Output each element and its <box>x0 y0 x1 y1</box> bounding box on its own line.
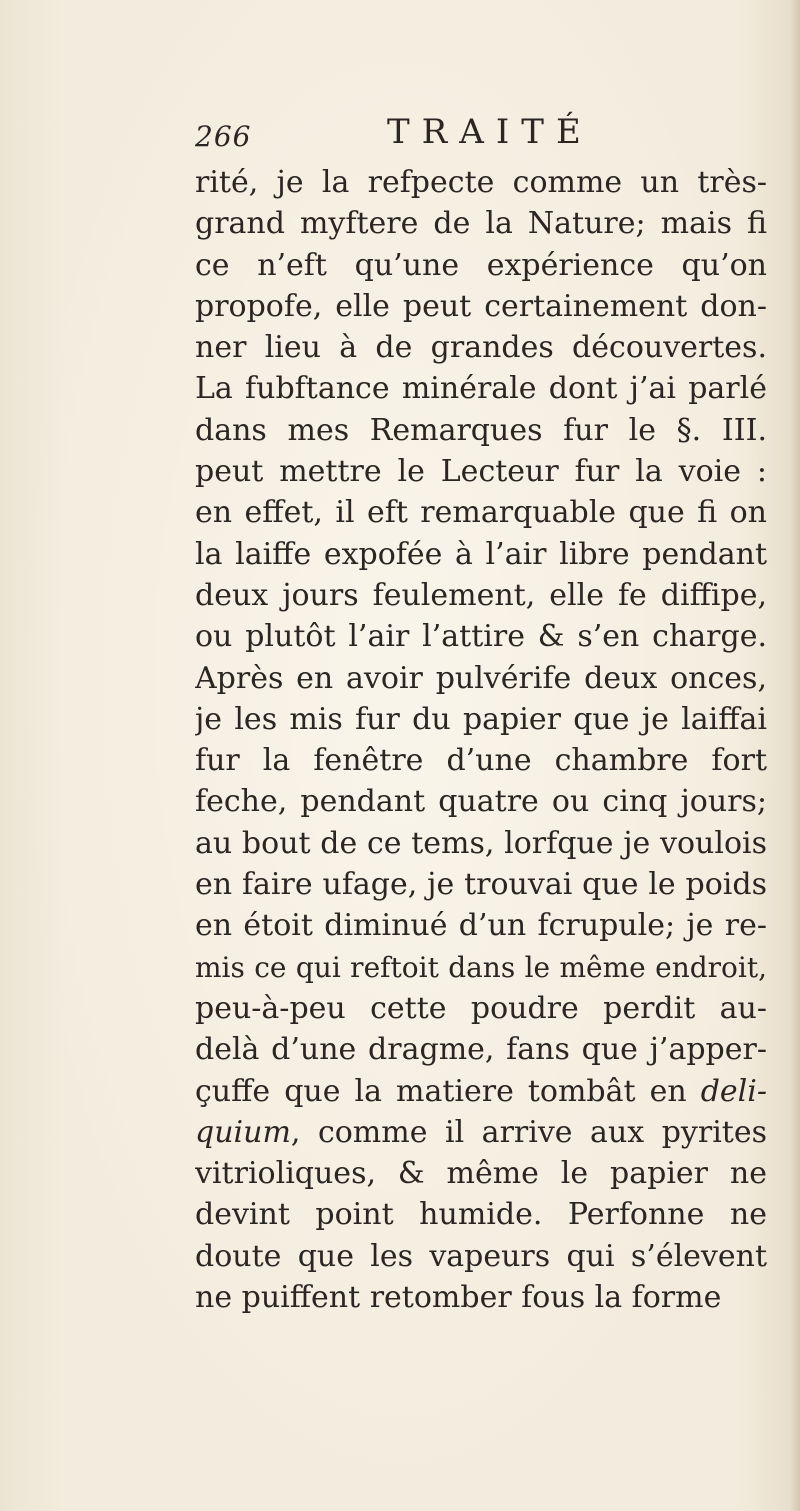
italic-word: quium <box>195 1114 291 1150</box>
text-line: au bout de ce tems, lorfque je voulois <box>195 825 767 861</box>
text-line: rité, je la refpecte comme un très- <box>195 165 767 200</box>
text-line: ce n’eft qu’une expérience qu’on <box>195 247 767 283</box>
text-segment: , comme il arrive aux pyrites <box>290 1114 767 1150</box>
text-line: delà d’une dragme, fans que j’apper- <box>195 1032 767 1068</box>
text-line: ou plutôt l’air l’attire & s’en charge. <box>195 619 767 655</box>
text-line: en faire ufage, je trouvai que le poids <box>195 867 767 903</box>
page-number: 266 <box>195 120 252 153</box>
text-line: Après en avoir pulvérife deux onces, <box>195 660 767 696</box>
text-line: dans mes Remarques fur le §. III. <box>195 412 767 448</box>
text-line: propofe, elle peut certainement don- <box>195 288 767 324</box>
text-line: fur la fenêtre d’une chambre fort <box>195 743 767 779</box>
text-line: ner lieu à de grandes découvertes. <box>195 330 767 366</box>
text-segment: çuffe que la matiere tombât en <box>195 1073 687 1109</box>
text-line: peu-à-peu cette poudre perdit au- <box>195 990 767 1026</box>
page-edge-shadow <box>790 0 800 1511</box>
text-line: en effet, il eft remarquable que fi on <box>195 495 767 531</box>
text-line-with-italic <box>195 1112 767 1153</box>
text-line: mis ce qui reftoit dans le même endroit, <box>195 950 767 984</box>
text-line: en étoit diminué d’un fcrupule; je re- <box>195 908 767 944</box>
text-line: la laiffe expofée à l’air libre pendant <box>195 536 767 572</box>
text-line: devint point humide. Perfonne ne <box>195 1197 767 1233</box>
text-line: La fubftance minérale dont j’ai parlé <box>195 371 767 407</box>
italic-word: deli- <box>700 1073 767 1109</box>
text-line: peut mettre le Lecteur fur la voie : <box>195 454 767 490</box>
text-line: vitrioliques, & même le papier ne <box>195 1156 767 1192</box>
text-line: grand myftere de la Nature; mais fi <box>195 206 767 242</box>
running-head <box>195 112 615 156</box>
text-line: ne puiffent retomber fous la forme <box>195 1280 722 1316</box>
running-title: TRAITÉ <box>387 112 593 152</box>
text-line: deux jours feulement, elle fe diffipe, <box>195 577 767 613</box>
text-line: feche, pendant quatre ou cinq jours; <box>195 784 767 820</box>
text-line-with-italic <box>195 1071 767 1112</box>
text-line: doute que les vapeurs qui s’élevent <box>195 1238 767 1274</box>
body-text <box>195 162 767 1318</box>
text-line: je les mis fur du papier que je laiffai <box>195 701 767 737</box>
